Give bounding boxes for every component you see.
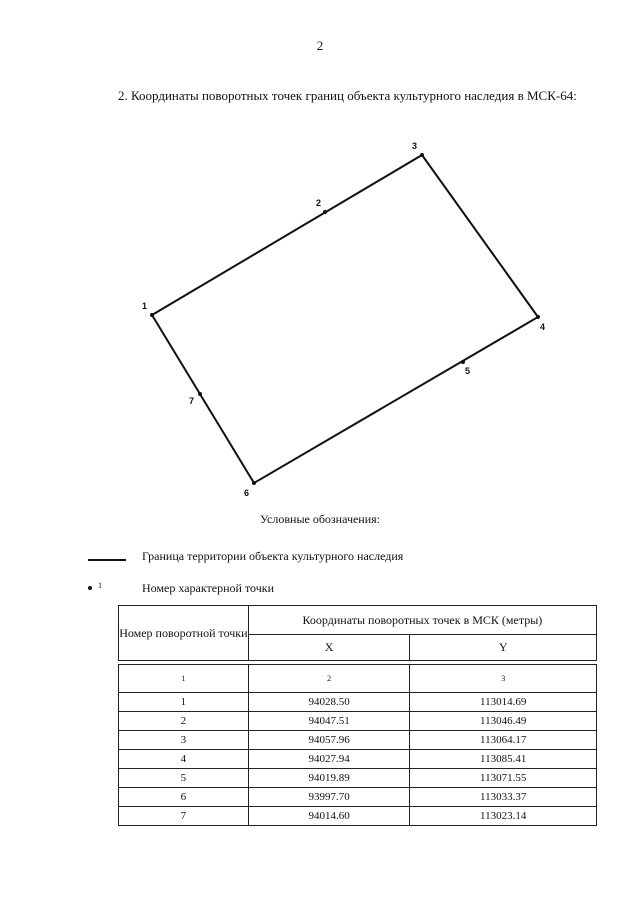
table-row <box>119 807 597 826</box>
vertex-point-5 <box>461 360 470 376</box>
row-point-number: 5 <box>119 769 249 788</box>
row-y: 113033.37 <box>410 788 597 807</box>
vertex-point-4 <box>536 315 545 332</box>
row-y: 113046.49 <box>410 712 597 731</box>
vertex-point-1 <box>142 301 154 317</box>
row-y: 113023.14 <box>410 807 597 826</box>
vertex-point-7 <box>189 392 202 406</box>
vertex-label-7: 7 <box>189 396 195 406</box>
table-row <box>119 788 597 807</box>
column-index-2: 2 <box>248 665 410 693</box>
row-y: 113071.55 <box>410 769 597 788</box>
row-x: 94057.96 <box>248 731 410 750</box>
table-row <box>119 712 597 731</box>
coordinates-table <box>118 605 597 826</box>
row-x: 94047.51 <box>248 712 410 731</box>
vertex-point-6 <box>244 481 256 498</box>
boundary-scheme <box>0 130 640 510</box>
row-point-number: 6 <box>119 788 249 807</box>
header-y: Y <box>410 635 597 661</box>
table-row <box>119 769 597 788</box>
table-row <box>119 693 597 712</box>
row-x: 94014.60 <box>248 807 410 826</box>
table-row <box>119 750 597 769</box>
row-point-number: 7 <box>119 807 249 826</box>
row-y: 113064.17 <box>410 731 597 750</box>
vertex-label-3: 3 <box>412 141 418 151</box>
column-index-row <box>119 665 597 693</box>
row-point-number: 4 <box>119 750 249 769</box>
column-index-1: 1 <box>119 665 249 693</box>
row-point-number: 2 <box>119 712 249 731</box>
point-symbol-number: 1 <box>98 581 102 590</box>
vertex-label-1: 1 <box>142 301 148 311</box>
row-point-number: 1 <box>119 693 249 712</box>
table-row <box>119 731 597 750</box>
legend-label-point: Номер характерной точки <box>142 581 274 595</box>
vertex-label-2: 2 <box>316 198 322 208</box>
header-coordinates: Координаты поворотных точек в МСК (метры) <box>248 606 596 635</box>
vertex-label-6: 6 <box>244 488 250 498</box>
point-symbol <box>88 581 128 597</box>
row-x: 93997.70 <box>248 788 410 807</box>
row-y: 113014.69 <box>410 693 597 712</box>
header-x: X <box>248 635 410 661</box>
row-x: 94019.89 <box>248 769 410 788</box>
row-point-number: 3 <box>119 731 249 750</box>
legend-item-boundary <box>88 549 588 565</box>
vertex-point-2 <box>316 198 327 214</box>
legend-label-boundary: Граница территории объекта культурного наследия <box>142 549 404 563</box>
legend-title: Условные обозначения: <box>259 512 381 526</box>
column-index-3: 3 <box>410 665 597 693</box>
vertex-label-5: 5 <box>465 366 471 376</box>
legend-item-point <box>88 581 588 597</box>
vertex-point-3 <box>412 141 424 157</box>
vertex-label-4: 4 <box>540 322 546 332</box>
section-title: 2. Координаты поворотных точек границ объекта культурного наследия в МСК-64: <box>118 88 577 103</box>
row-x: 94027.94 <box>248 750 410 769</box>
row-y: 113085.41 <box>410 750 597 769</box>
header-point-number: Номер поворотной точки <box>119 606 249 661</box>
row-x: 94028.50 <box>248 693 410 712</box>
boundary-polygon <box>152 155 538 483</box>
boundary-line-symbol <box>88 549 128 565</box>
page-number: 2 <box>316 38 324 53</box>
